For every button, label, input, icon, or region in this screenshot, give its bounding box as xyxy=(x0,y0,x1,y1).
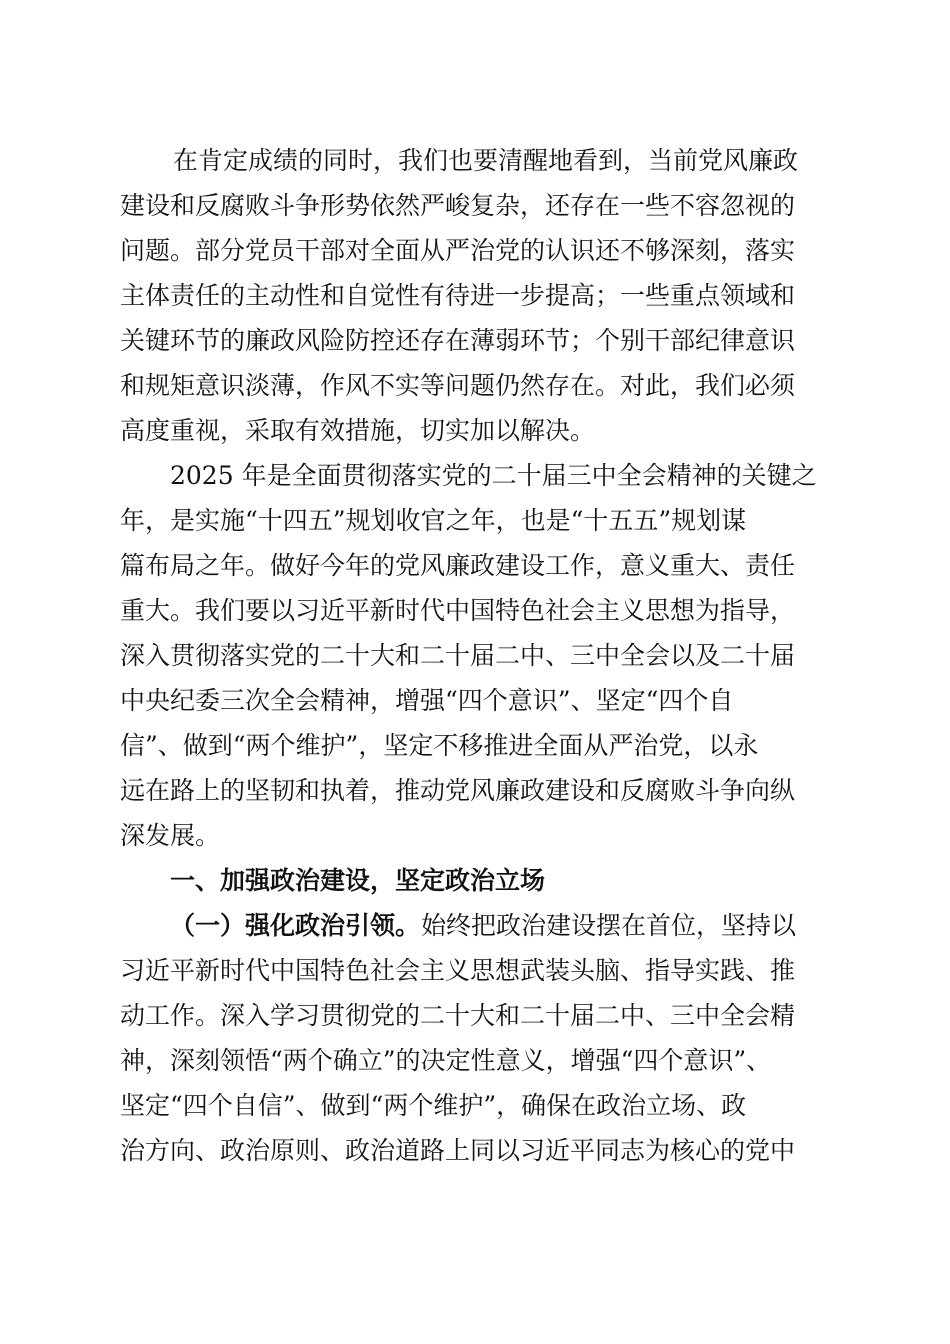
heading-text: 一、加强政治建设，坚定政治立场 xyxy=(170,866,546,895)
section-heading xyxy=(0,859,950,903)
text-line: 深发展。 xyxy=(120,821,221,850)
text-line: 关键环节的廉政风险防控还存在薄弱环节；个别干部纪律意识 xyxy=(120,326,796,355)
paragraph-1-line-7 xyxy=(0,409,950,453)
paragraph-1-line-4 xyxy=(0,274,950,318)
paragraph-3-line-3 xyxy=(0,994,950,1038)
text-line: 坚定“四个自信”、做到“两个维护”，确保在政治立场、政 xyxy=(120,1091,747,1120)
paragraph-1-line-6 xyxy=(0,364,950,408)
text-line: 在肯定成绩的同时，我们也要清醒地看到，当前党风廉政 xyxy=(173,146,799,175)
text-line: 年，是实施“十四五”规划收官之年，也是“十五五”规划谋 xyxy=(120,506,747,535)
text-line: 治方向、政治原则、政治道路上同以习近平同志为核心的党中 xyxy=(120,1136,796,1165)
text-line: 始终把政治建设摆在首位，坚持以 xyxy=(421,911,797,940)
text-line: 主体责任的主动性和自觉性有待进一步提高；一些重点领域和 xyxy=(120,281,796,310)
text-line: 问题。部分党员干部对全面从严治党的认识还不够深刻，落实 xyxy=(120,236,796,265)
text-line: 信”、做到“两个维护”，坚定不移推进全面从严治党，以永 xyxy=(120,731,759,760)
text-line: 动工作。深入学习贯彻党的二十大和二十届二中、三中全会精 xyxy=(120,1001,796,1030)
paragraph-2-line-4 xyxy=(0,589,950,633)
paragraph-1-line-3 xyxy=(0,229,950,273)
text-line: 远在路上的坚韧和执着，推动党风廉政建设和反腐败斗争向纵 xyxy=(120,776,796,805)
text-line: 高度重视，采取有效措施，切实加以解决。 xyxy=(120,416,596,445)
paragraph-2-line-7 xyxy=(0,724,950,768)
text-line: 深入贯彻落实党的二十大和二十届二中、三中全会以及二十届 xyxy=(120,641,796,670)
paragraph-2-line-3 xyxy=(0,544,950,588)
text-line: 建设和反腐败斗争形势依然严峻复杂，还存在一些不容忽视的 xyxy=(120,191,796,220)
paragraph-1-line-5 xyxy=(0,319,950,363)
paragraph-1-line-2 xyxy=(0,184,950,228)
text-line: 习近平新时代中国特色社会主义思想武装头脑、指导实践、推 xyxy=(120,956,796,985)
paragraph-2-line-6 xyxy=(0,679,950,723)
subheading-text: （一）强化政治引领。 xyxy=(170,911,421,940)
text-line: 和规矩意识淡薄，作风不实等问题仍然存在。对此，我们必须 xyxy=(120,371,796,400)
text-line: 篇布局之年。做好今年的党风廉政建设工作，意义重大、责任 xyxy=(120,551,796,580)
paragraph-3-line-2 xyxy=(0,949,950,993)
paragraph-2-line-8 xyxy=(0,769,950,813)
paragraph-2-line-2 xyxy=(0,499,950,543)
paragraph-3-line-5 xyxy=(0,1084,950,1128)
paragraph-2-line-1 xyxy=(0,454,950,498)
paragraph-3-line-6 xyxy=(0,1129,950,1173)
paragraph-2-line-9 xyxy=(0,814,950,858)
paragraph-1-line-1 xyxy=(0,139,950,183)
paragraph-2-line-5 xyxy=(0,634,950,678)
text-line: 中央纪委三次全会精神，增强“四个意识”、坚定“四个自 xyxy=(120,686,734,715)
text-line: 神，深刻领悟“两个确立”的决定性意义，增强“四个意识”、 xyxy=(120,1046,772,1075)
paragraph-3-line-4 xyxy=(0,1039,950,1083)
text-line: 重大。我们要以习近平新时代中国特色社会主义思想为指导， xyxy=(120,596,796,625)
paragraph-3-line-1 xyxy=(0,904,950,948)
text-line: 2025 年是全面贯彻落实党的二十届三中全会精神的关键之 xyxy=(170,461,817,490)
